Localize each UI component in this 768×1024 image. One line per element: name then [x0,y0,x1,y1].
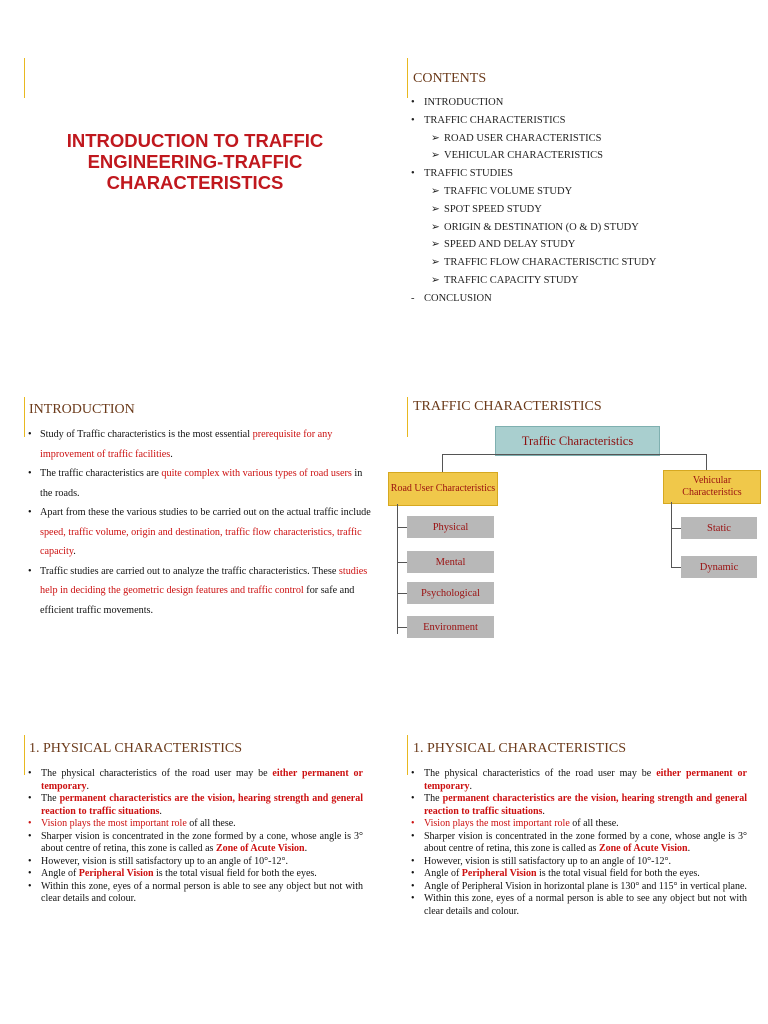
body-text: Within this zone, eyes of a normal person is able to see any object but not with clear details and colour. [424,893,747,917]
body-text: . [304,843,308,854]
introduction-heading: INTRODUCTION [29,402,135,417]
highlight-text: either permanent or temporary [424,768,747,792]
body-text: in the roads. [40,468,363,499]
highlight-text: Zone of Acute Vision [215,843,305,854]
body-text: Apart from these the various studies to be carried out on the actual traffic include [40,507,371,518]
body-text: of all these. [186,818,236,829]
slide1-accent-line [24,58,25,98]
introduction-item [28,425,376,464]
body-text: Traffic studies are carried out to analyze the traffic characteristics. These [40,565,339,577]
contents-item-text: TRAFFIC CHARACTERISTICS [424,114,566,126]
body-text: However, vision is still satisfactory up to an angle of 10°-12°. [41,855,288,867]
body-text: Angle of [424,868,462,879]
connector-root-left [442,454,443,472]
contents-list [411,94,656,308]
contents-bullet: ➢ [431,239,440,251]
physical-item [411,868,747,881]
physical-heading-left: 1. PHYSICAL CHARACTERISTICS [29,741,243,756]
connector-left-child [397,593,407,594]
physical-item [411,768,747,793]
contents-bullet: ➢ [431,221,440,233]
diagram-road-user-child: Environment [407,616,494,638]
highlight-text: permanent characteristics are the vision, hearing strength and general reaction to traffic situations [41,793,363,817]
contents-bullet: - [411,292,415,304]
introduction-item [28,503,376,562]
physical-item [411,893,747,918]
highlight-text: Vision plays the most important role [41,818,187,829]
contents-item [411,130,656,148]
highlight-text: Peripheral Vision [78,868,154,879]
body-text: . [159,805,162,817]
body-text: Within this zone, eyes of a normal person is able to see any object but not with clear details and colour. [41,880,363,904]
contents-bullet: • [411,114,415,126]
connector-left-child [397,527,407,528]
contents-bullet: ➢ [431,257,440,269]
body-text: Angle of Peripheral Vision in horizontal plane is 130° and 115° in vertical plane. [424,880,747,892]
contents-item-text: VEHICULAR CHARACTERISTICS [444,150,603,162]
slide4-accent-line [407,397,408,437]
physical-item [28,768,363,793]
diagram-root-node: Traffic Characteristics [495,426,660,456]
contents-item [411,165,656,183]
slide5-accent-line [24,735,25,775]
contents-item-text: TRAFFIC VOLUME STUDY [444,185,573,197]
contents-item [411,254,656,272]
contents-item-text: ORIGIN & DESTINATION (O & D) STUDY [444,221,639,233]
connector-right-trunk [671,502,672,568]
highlight-text: prerequisite for any improvement of traffic facilities [40,429,333,460]
connector-root-right [706,454,707,470]
body-text: Angle of [41,868,79,879]
contents-item [411,112,656,130]
connector-root-h [442,454,707,455]
contents-bullet: ➢ [431,132,440,144]
contents-item-text: CONCLUSION [424,292,492,304]
body-text: . [469,780,473,792]
diagram-road-user-node: Road User Characteristics [388,472,498,506]
body-text: The physical characteristics of the road user may be [41,768,273,779]
contents-item-text: TRAFFIC FLOW CHARACTERISCTIC STUDY [444,257,657,269]
contents-item [411,272,656,290]
contents-heading: CONTENTS [413,71,487,86]
physical-item [411,831,747,856]
physical-item [411,818,747,831]
contents-item [411,147,656,165]
contents-item-text: TRAFFIC CAPACITY STUDY [444,274,579,286]
diagram-road-user-child: Physical [407,516,494,538]
body-text: . [542,805,545,817]
physical-item [411,793,747,818]
highlight-text: either permanent or temporary [41,768,363,792]
highlight-text: Peripheral Vision [461,868,537,879]
connector-left-child [397,627,407,628]
connector-left-trunk [397,504,398,634]
highlight-text: speed, traffic volume, origin and destination, traffic flow characteristics, traffic capacity [40,526,362,557]
diagram-vehicular-child: Dynamic [681,556,757,578]
physical-list-right [411,768,747,918]
body-text: Study of Traffic characteristics is the most essential [40,429,253,440]
diagram-road-user-child: Mental [407,551,494,573]
traffic-characteristics-heading: TRAFFIC CHARACTERISTICS [413,399,602,414]
highlight-text: quite complex with various types of road users [161,468,352,479]
physical-item [28,881,363,906]
body-text: of all these. [569,818,619,829]
physical-item [28,856,363,869]
contents-bullet: ➢ [431,203,440,215]
contents-item [411,201,656,219]
body-text: . [86,780,90,792]
body-text: . [73,546,76,557]
introduction-item [28,464,376,503]
physical-item [28,868,363,881]
contents-item [411,183,656,201]
diagram-vehicular-node: Vehicular Characteristics [663,470,761,504]
physical-list-left [28,768,363,906]
physical-item [28,831,363,856]
contents-item [411,236,656,254]
contents-item-text: INTRODUCTION [424,97,504,108]
connector-left-child [397,562,407,563]
contents-item [411,94,656,112]
highlight-text: Zone of Acute Vision [598,843,688,854]
body-text: However, vision is still satisfactory up to an angle of 10°-12°. [424,855,671,867]
contents-bullet: ➢ [431,150,440,162]
slide2-accent-line [407,58,408,98]
contents-item [411,290,656,308]
slide6-accent-line [407,735,408,775]
body-text: The [41,793,60,804]
contents-item-text: SPEED AND DELAY STUDY [444,239,576,251]
diagram-road-user-child: Psychological [407,582,494,604]
body-text: . [687,843,691,854]
body-text: . [170,448,173,460]
contents-bullet: ➢ [431,185,440,197]
body-text: Sharper vision is concentrated in the zone formed by a cone, whose angle is 3° about centre of retina, this zone is called as [424,830,747,854]
contents-item-text: ROAD USER CHARACTERISTICS [444,132,602,144]
body-text: Sharper vision is concentrated in the zone formed by a cone, whose angle is 3° about centre of retina, this zone is called as [41,830,363,854]
contents-bullet: • [411,168,415,180]
slide1-title: INTRODUCTION TO TRAFFIC ENGINEERING-TRAFFIC CHARACTERISTICS [66,130,324,193]
physical-item [411,881,747,894]
introduction-list [28,425,376,620]
physical-heading-right: 1. PHYSICAL CHARACTERISTICS [413,741,627,756]
body-text: The [424,793,443,804]
diagram-vehicular-child: Static [681,517,757,539]
contents-item-text: TRAFFIC STUDIES [424,168,513,180]
connector-right-child [671,528,681,529]
body-text: for safe and efficient traffic movements. [40,585,355,616]
highlight-text: Vision plays the most important role [424,818,570,829]
highlight-text: permanent characteristics are the vision, hearing strength and general reaction to traffic situations [424,793,747,817]
body-text: is the total visual field for both the eyes. [536,868,700,879]
contents-bullet: • [411,97,415,108]
contents-item [411,219,656,237]
introduction-item [28,562,376,621]
connector-right-child [671,567,681,568]
contents-bullet: ➢ [431,274,440,286]
highlight-text: studies help in deciding the geometric design features and traffic control [40,565,368,596]
body-text: The physical characteristics of the road user may be [424,768,657,779]
body-text: The traffic characteristics are [40,468,162,479]
physical-item [411,856,747,869]
slide3-accent-line [24,397,25,437]
contents-item-text: SPOT SPEED STUDY [444,203,542,215]
physical-item [28,793,363,818]
physical-item [28,818,363,831]
body-text: is the total visual field for both the eyes. [153,868,317,879]
